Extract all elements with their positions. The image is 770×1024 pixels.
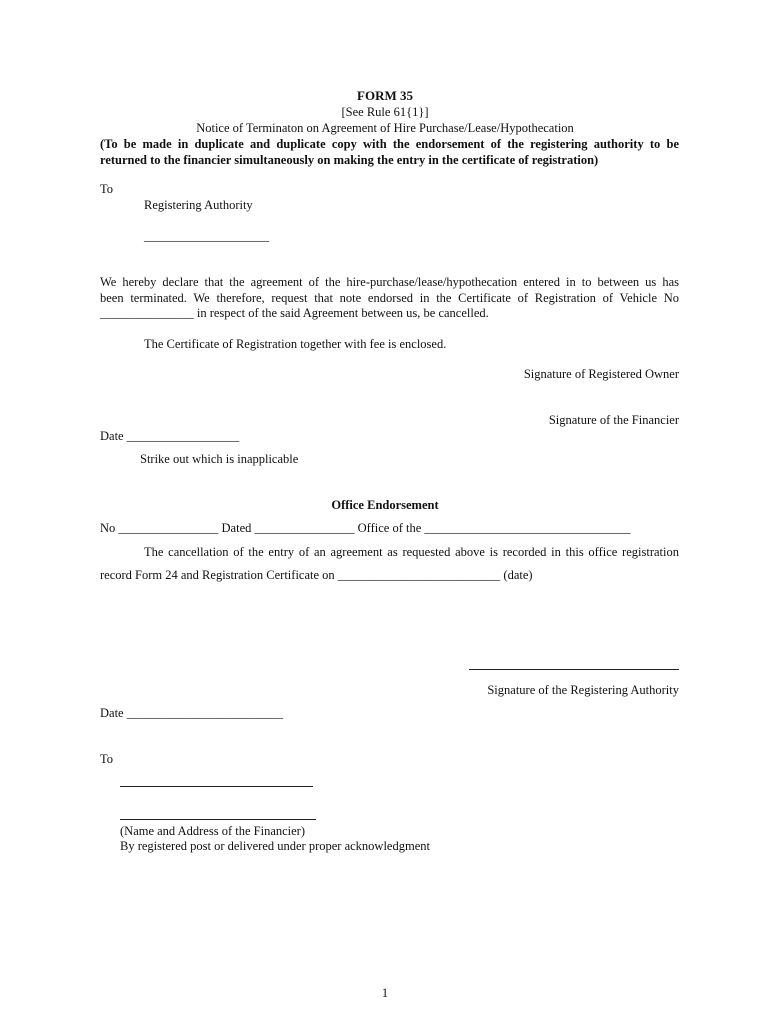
authority-blank: ____________________ — [144, 229, 269, 243]
registering-authority: Registering Authority — [144, 198, 253, 212]
financier-name-address: (Name and Address of the Financier) — [120, 824, 306, 838]
to-label: To — [100, 182, 114, 196]
recipient-line-1 — [120, 786, 313, 787]
delivery-note: By registered post or delivered under proper acknowledgment — [120, 839, 430, 853]
form-title: FORM 35 — [357, 88, 413, 103]
strike-note: Strike out which is inapplicable — [140, 452, 299, 466]
endorsement-date: Date _________________________ — [100, 706, 283, 720]
office-endorsement-heading: Office Endorsement — [331, 498, 439, 512]
recipient-line-2 — [120, 819, 316, 820]
authority-signature: Signature of the Registering Authority — [487, 683, 679, 697]
record-line-2: record Form 24 and Registration Certificate on __________________________ (date) — [100, 568, 533, 582]
financier-signature: Signature of the Financier — [548, 413, 679, 427]
instruction-line-1: (To be made in duplicate and duplicate copy with the endorsement of the registering authority to be — [100, 137, 679, 151]
page-number: 1 — [381, 986, 389, 1000]
declaration-line-3: _______________ in respect of the said Agreement between us, be cancelled. — [100, 306, 489, 320]
form-notice: Notice of Terminaton on Agreement of Hire Purchase/Lease/Hypothecation — [196, 121, 574, 135]
recipient-to-label: To — [100, 752, 114, 766]
declaration-line-2: been terminated. We therefore, request that note endorsed in the Certificate of Registration of Vehicle No — [100, 291, 679, 305]
declaration-line-1: We hereby declare that the agreement of the hire-purchase/lease/hypothecation entered in to between us has — [100, 275, 679, 289]
endorsement-fields: No ________________ Dated ________________ Office of the _________________________________ — [100, 521, 631, 535]
record-line-1: The cancellation of the entry of an agreement as requested above is recorded in this office registration — [144, 545, 679, 559]
form-rule: [See Rule 61{1}] — [341, 105, 429, 119]
owner-signature: Signature of Registered Owner — [523, 367, 679, 381]
date-field: Date __________________ — [100, 429, 240, 443]
authority-signature-rule — [469, 669, 679, 670]
enclosure-note: The Certificate of Registration together with fee is enclosed. — [144, 337, 447, 351]
instruction-line-2: returned to the financier simultaneously on making the entry in the certificate of registration) — [100, 153, 599, 167]
